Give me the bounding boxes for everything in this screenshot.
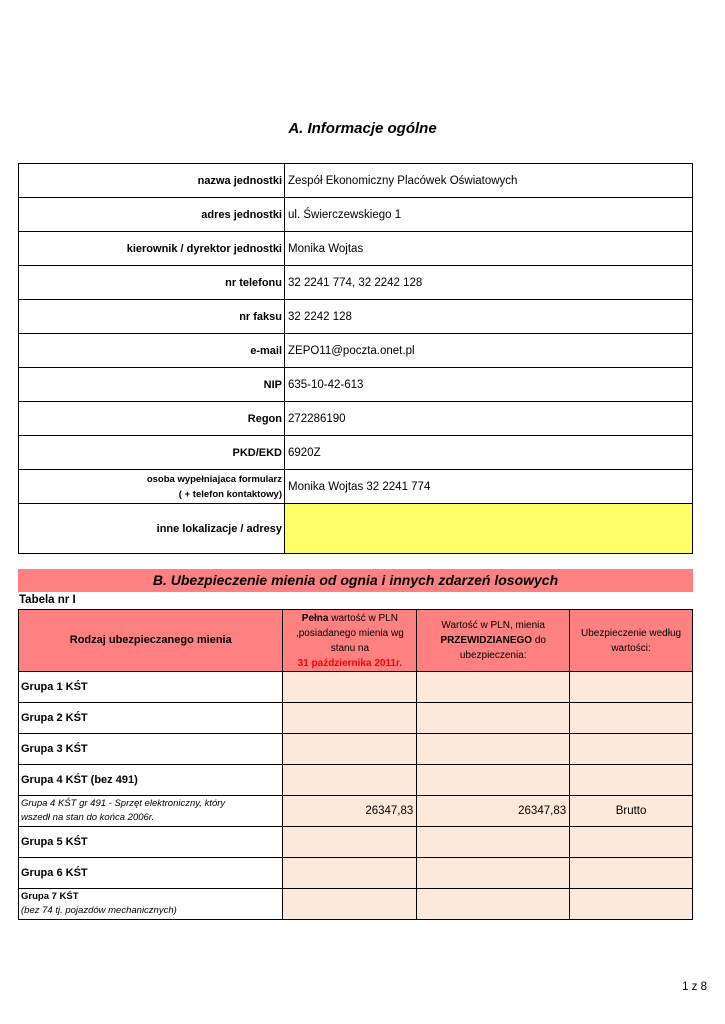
header-przew-post: do ubezpieczenia: xyxy=(459,635,546,661)
value-email[interactable]: ZEPO11@poczta.onet.pl xyxy=(285,334,693,368)
info-row-telefon xyxy=(19,266,693,300)
label-nr-telefonu: nr telefonu xyxy=(19,266,285,300)
header-przew-bold: PRZEWIDZIANEGO xyxy=(440,635,533,646)
cell-przew[interactable] xyxy=(417,858,570,889)
info-row-pkd xyxy=(19,436,693,470)
header-przew-pre: Wartość w PLN, mienia xyxy=(441,620,545,631)
cell-pelna[interactable] xyxy=(283,889,417,920)
cell-przew[interactable] xyxy=(417,703,570,734)
asset-name: Grupa 1 KŚT xyxy=(19,672,283,703)
header-ubezpieczenie-wedlug: Ubezpieczenie według wartości: xyxy=(570,610,693,672)
cell-pelna[interactable] xyxy=(283,827,417,858)
asset-name: Grupa 6 KŚT xyxy=(19,858,283,889)
asset-row-grupa-1 xyxy=(19,672,693,703)
section-b-title: B. Ubezpieczenie mienia od ognia i innych zdarzeń losowych xyxy=(18,569,693,592)
value-regon[interactable]: 272286190 xyxy=(285,402,693,436)
cell-przew[interactable] xyxy=(417,765,570,796)
value-inne-lokalizacje[interactable] xyxy=(285,504,693,554)
label-nip: NIP xyxy=(19,368,285,402)
asset-name: Grupa 5 KŚT xyxy=(19,827,283,858)
cell-pelna[interactable]: 26347,83 xyxy=(283,796,417,827)
header-pelna-date: 31 października 2011r. xyxy=(297,657,403,669)
value-nr-faksu[interactable]: 32 2242 128 xyxy=(285,300,693,334)
asset-name: Grupa 2 KŚT xyxy=(19,703,283,734)
label-nazwa-jednostki: nazwa jednostki xyxy=(19,164,285,198)
cell-przew[interactable] xyxy=(417,734,570,765)
value-osoba-wypelniajaca[interactable]: Monika Wojtas 32 2241 774 xyxy=(285,470,693,504)
value-adres-jednostki[interactable]: ul. Świerczewskiego 1 xyxy=(285,198,693,232)
cell-ubez[interactable] xyxy=(570,889,693,920)
cell-ubez[interactable]: Brutto xyxy=(570,796,693,827)
table-label: Tabela nr I xyxy=(19,594,76,606)
header-rodzaj-mienia: Rodzaj ubezpieczanego mienia xyxy=(19,610,283,672)
cell-pelna[interactable] xyxy=(283,703,417,734)
cell-ubez[interactable] xyxy=(570,703,693,734)
info-row-adres xyxy=(19,198,693,232)
asset-name-line1: Grupa 4 KŚT gr 491 - Sprzęt elektroniczny, który xyxy=(21,798,226,809)
asset-name-line2: bez 74 tj. pojazdów mechanicznych) xyxy=(24,905,177,916)
cell-pelna[interactable] xyxy=(283,734,417,765)
asset-row-grupa-7 xyxy=(19,889,693,920)
section-a-title: A. Informacje ogólne xyxy=(288,120,437,137)
header-pelna-wartosc xyxy=(283,610,417,672)
cell-przew[interactable]: 26347,83 xyxy=(417,796,570,827)
asset-name-line2-paren: ( xyxy=(21,905,25,916)
label-pkd-ekd: PKD/EKD xyxy=(19,436,285,470)
info-row-osoba xyxy=(19,470,693,504)
value-nip[interactable]: 635-10-42-613 xyxy=(285,368,693,402)
cell-ubez[interactable] xyxy=(570,672,693,703)
general-info-table xyxy=(18,163,693,554)
cell-przew[interactable] xyxy=(417,889,570,920)
cell-przew[interactable] xyxy=(417,672,570,703)
page-number: 1 z 8 xyxy=(682,981,707,993)
asset-name xyxy=(19,796,283,827)
value-nr-telefonu[interactable]: 32 2241 774, 32 2242 128 xyxy=(285,266,693,300)
header-pelna-bold: Pełna xyxy=(301,612,329,624)
info-row-inne-lokalizacje xyxy=(19,504,693,554)
asset-row-grupa-4-491 xyxy=(19,796,693,827)
asset-row-grupa-3 xyxy=(19,734,693,765)
info-row-nip xyxy=(19,368,693,402)
label-osoba-line2: ( + telefon kontaktowy) xyxy=(178,488,282,500)
asset-name: Grupa 4 KŚT (bez 491) xyxy=(19,765,283,796)
asset-name: Grupa 3 KŚT xyxy=(19,734,283,765)
label-nr-faksu: nr faksu xyxy=(19,300,285,334)
asset-table-header xyxy=(19,610,693,672)
label-regon: Regon xyxy=(19,402,285,436)
value-kierownik[interactable]: Monika Wojtas xyxy=(285,232,693,266)
cell-pelna[interactable] xyxy=(283,858,417,889)
label-inne-lokalizacje: inne lokalizacje / adresy xyxy=(19,504,285,554)
info-row-email xyxy=(19,334,693,368)
label-email: e-mail xyxy=(19,334,285,368)
label-osoba-wypelniajaca xyxy=(19,470,285,504)
label-adres-jednostki: adres jednostki xyxy=(19,198,285,232)
cell-pelna[interactable] xyxy=(283,672,417,703)
cell-ubez[interactable] xyxy=(570,827,693,858)
cell-przew[interactable] xyxy=(417,827,570,858)
cell-pelna[interactable] xyxy=(283,765,417,796)
cell-ubez[interactable] xyxy=(570,858,693,889)
label-osoba-line1: osoba wypełniajaca formularz xyxy=(146,473,282,485)
info-row-nazwa xyxy=(19,164,693,198)
cell-ubez[interactable] xyxy=(570,765,693,796)
label-kierownik: kierownik / dyrektor jednostki xyxy=(19,232,285,266)
asset-name xyxy=(19,889,283,920)
header-wartosc-przewidziana xyxy=(417,610,570,672)
asset-row-grupa-6 xyxy=(19,858,693,889)
info-row-regon xyxy=(19,402,693,436)
header-pelna-rest: wartość w PLN ,posiadanego mienia wg stanu na xyxy=(295,612,404,654)
value-pkd-ekd[interactable]: 6920Z xyxy=(285,436,693,470)
asset-name-line1: Grupa 7 KŚT xyxy=(21,891,79,902)
asset-insurance-table xyxy=(18,609,693,920)
cell-ubez[interactable] xyxy=(570,734,693,765)
value-nazwa-jednostki[interactable]: Zespół Ekonomiczny Placówek Oświatowych xyxy=(285,164,693,198)
asset-name-line2: wszedł na stan do końca 2006r. xyxy=(21,812,155,823)
asset-row-grupa-2 xyxy=(19,703,693,734)
info-row-faks xyxy=(19,300,693,334)
asset-row-grupa-4 xyxy=(19,765,693,796)
info-row-kierownik xyxy=(19,232,693,266)
asset-row-grupa-5 xyxy=(19,827,693,858)
